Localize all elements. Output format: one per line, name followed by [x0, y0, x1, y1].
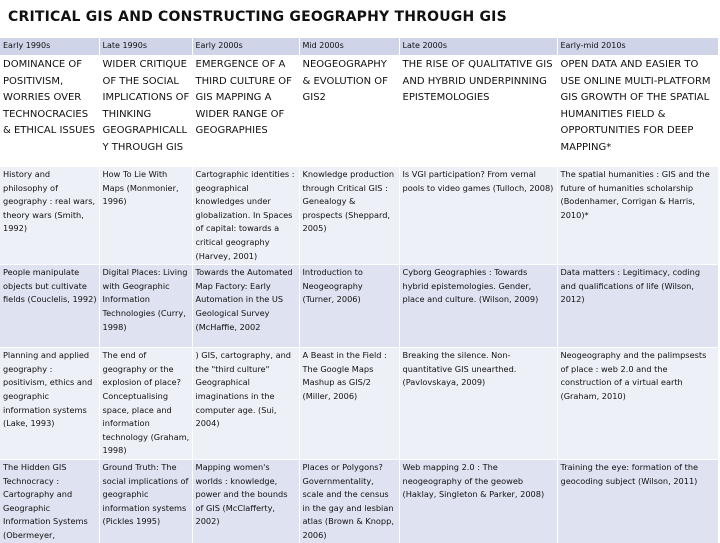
period-header: Late 2000s	[399, 38, 557, 56]
period-header: Early-mid 2010s	[557, 38, 718, 56]
period-header: Mid 2000s	[299, 38, 399, 56]
reference-cell: A Beast in the Field : The Google Maps Mashup as GIS/2 (Miller, 2006)	[299, 348, 399, 460]
theme-cell: NEOGEOGRAPHY & EVOLUTION OF GIS2	[299, 56, 399, 167]
reference-cell: Places or Polygons? Governmentality, scale and the census in the gay and lesbian atlas (Brown & Knopp, 2006)	[299, 459, 399, 543]
reference-cell: Breaking the silence. Non-quantitative GIS unearthed. (Pavlovskaya, 2009)	[399, 348, 557, 460]
period-header: Early 2000s	[192, 38, 299, 56]
reference-cell: Is VGI participation? From vernal pools to video games (Tulloch, 2008)	[399, 167, 557, 265]
period-header: Early 1990s	[0, 38, 99, 56]
theme-cell: DOMINANCE OF POSITIVISM, WORRIES OVER TECHNOCRACIES & ETHICAL ISSUES	[0, 56, 99, 167]
reference-cell: People manipulate objects but cultivate fields (Couclelis, 1992)	[0, 265, 99, 348]
reference-cell: Digital Places: Living with Geographic Information Technologies (Curry, 1998)	[99, 265, 192, 348]
reference-cell: Neogeography and the palimpsests of place : web 2.0 and the construction of a virtual earth (Graham, 2010)	[557, 348, 718, 460]
reference-cell: The Hidden GIS Technocracy : Cartography and Geographic Information Systems (Obermeyer,	[0, 459, 99, 543]
reference-cell: Training the eye: formation of the geocoding subject (Wilson, 2011)	[557, 459, 718, 543]
reference-cell: Web mapping 2.0 : The neogeography of the geoweb (Haklay, Singleton & Parker, 2008)	[399, 459, 557, 543]
theme-row	[0, 56, 718, 167]
page-title: CRITICAL GIS AND CONSTRUCTING GEOGRAPHY THROUGH GIS	[8, 9, 507, 25]
reference-cell: Introduction to Neogeography (Turner, 2006)	[299, 265, 399, 348]
theme-cell: THE RISE OF QUALITATIVE GIS AND HYBRID UNDERPINNING EPISTEMOLOGIES	[399, 56, 557, 167]
table-row	[0, 348, 718, 460]
reference-cell: Planning and applied geography : positivism, ethics and geographic information systems (Lake, 1993)	[0, 348, 99, 460]
reference-cell: Cyborg Geographies : Towards hybrid epistemologies. Gender, place and culture. (Wilson, 2009)	[399, 265, 557, 348]
theme-cell: EMERGENCE OF A THIRD CULTURE OF GIS MAPPING A WIDER RANGE OF GEOGRAPHIES	[192, 56, 299, 167]
reference-cell: Towards the Automated Map Factory: Early Automation in the US Geological Survey (McHaffie, 2002	[192, 265, 299, 348]
reference-cell: ) GIS, cartography, and the "third culture" Geographical imaginations in the computer age. (Sui, 2004)	[192, 348, 299, 460]
reference-cell: The end of geography or the explosion of place? Conceptualising space, place and information technology (Graham, 1998)	[99, 348, 192, 460]
reference-cell: History and philosophy of geography : real wars, theory wars (Smith, 1992)	[0, 167, 99, 265]
theme-cell: WIDER CRITIQUE OF THE SOCIAL IMPLICATIONS OF THINKING GEOGRAPHICALLY THROUGH GIS	[99, 56, 192, 167]
reference-cell: Ground Truth: The social implications of geographic information systems (Pickles 1995)	[99, 459, 192, 543]
period-header: Late 1990s	[99, 38, 192, 56]
timeline-table	[0, 38, 718, 543]
reference-cell: Data matters : Legitimacy, coding and qualifications of life (Wilson, 2012)	[557, 265, 718, 348]
period-header-row	[0, 38, 718, 56]
table-row	[0, 459, 718, 543]
reference-cell: Knowledge production through Critical GIS : Genealogy & prospects (Sheppard, 2005)	[299, 167, 399, 265]
reference-cell: How To Lie With Maps (Monmonier, 1996)	[99, 167, 192, 265]
theme-cell: OPEN DATA AND EASIER TO USE ONLINE MULTI-PLATFORM GIS GROWTH OF THE SPATIAL HUMANITIES FIELD & OPPORTUNITIES FOR DEEP MAPPING*	[557, 56, 718, 167]
reference-cell: Cartographic identities : geographical knowledges under globalization. In Spaces of capital: towards a critical geography (Harvey, 2001)	[192, 167, 299, 265]
reference-cell: The spatial humanities : GIS and the future of humanities scholarship (Bodenhamer, Corrigan & Harris, 2010)*	[557, 167, 718, 265]
table-row	[0, 167, 718, 265]
reference-cell: Mapping women's worlds : knowledge, power and the bounds of GIS (McClafferty, 2002)	[192, 459, 299, 543]
table-row	[0, 265, 718, 348]
